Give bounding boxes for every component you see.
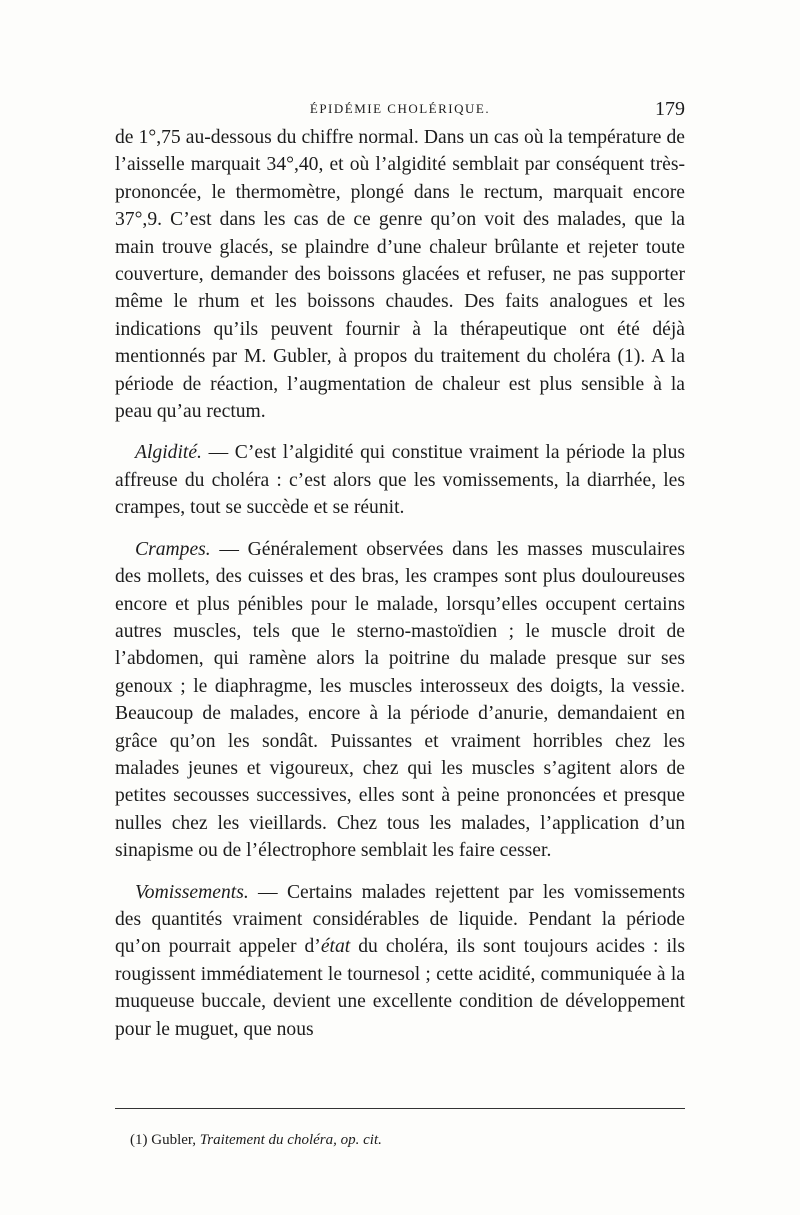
paragraph-continuation xyxy=(115,124,685,425)
paragraph-text: — Certains malades rejettent par les vomissements des quantités vraiment considérables de liquide. Pendant la période qu’on pourrait appeler d’ xyxy=(115,881,685,958)
section-label-vomissements: Vomissements. xyxy=(135,881,249,903)
paragraph-text: de 1°,75 au-dessous du chiffre normal. Dans un cas où la température de l’aisselle marquait 34°,40, et où l’algidité semblait par conséquent très-prononcée, le thermomètre, plongé dans le rectum, marquait encore 37°,9. C’est dans les cas de ce genre qu’on voit des malades, que la main trouve glacés, se plaindre d’une chaleur brûlante et rejeter toute couverture, demander des boissons glacées et refuser, ne pas supporter même le rhum et les boissons chaudes. Des faits analogues et les indications qu’ils peuvent fournir à la thérapeutique ont été déjà mentionnés par M. Gubler, à propos du traitement du choléra (1). A la période de réaction, l’augmentation de chaleur est plus sensible à la peau qu’au rectum. xyxy=(115,127,685,423)
running-title: ÉPIDÉMIE CHOLÉRIQUE. xyxy=(309,101,491,116)
footnote-rule xyxy=(115,1108,685,1109)
paragraph-crampes xyxy=(115,536,685,865)
section-label-crampes: Crampes. xyxy=(135,538,211,560)
footnote xyxy=(130,1130,685,1150)
paragraph-text-continued: du choléra, ils sont toujours acides : ils rougissent immédiatement le tournesol ; cette acidité, communiquée à la muqueuse buccale, devient une excellente condition de développement pour le muguet, que nous xyxy=(115,936,685,1040)
section-label-algidite: Algidité. xyxy=(135,442,202,464)
page-number: 179 xyxy=(655,98,685,120)
emphasis-etat: état xyxy=(320,936,351,958)
paragraph-text: — C’est l’algidité qui constitue vraiment la période la plus affreuse du choléra : c’est alors que les vomissements, la diarrhée, les crampes, tout se succède et se réunit. xyxy=(115,442,685,519)
footnote-title: Traitement du choléra, op. cit. xyxy=(199,1132,382,1148)
paragraph-vomissements xyxy=(115,879,685,1043)
body-text xyxy=(115,124,685,1043)
paragraph-text: — Généralement observées dans les masses musculaires des mollets, des cuisses et des bras, les crampes sont plus douloureuses encore et plus pénibles pour le malade, lorsqu’elles occupent certains autres muscles, tels que le sterno-mastoïdien ; le muscle droit de l’abdomen, qui ramène alors la poitrine du malade presque sur ses genoux ; le diaphragme, les muscles interosseux des doigts, la vessie. Beaucoup de malades, encore à la période d’anurie, demandaient en grâce qu’on les sondât. Puissantes et vraiment horribles chez les malades jeunes et vigoureux, chez qui les muscles s’agitent alors de petites secousses successives, elles sont à peine prononcées et presque nulles chez les vieillards. Chez tous les malades, l’application d’un sinapisme ou de l’électrophore semblait les faire cesser. xyxy=(115,538,685,862)
running-head xyxy=(115,98,685,122)
footnote-marker: (1) Gubler, xyxy=(130,1132,197,1148)
paragraph-algidite xyxy=(115,439,685,521)
